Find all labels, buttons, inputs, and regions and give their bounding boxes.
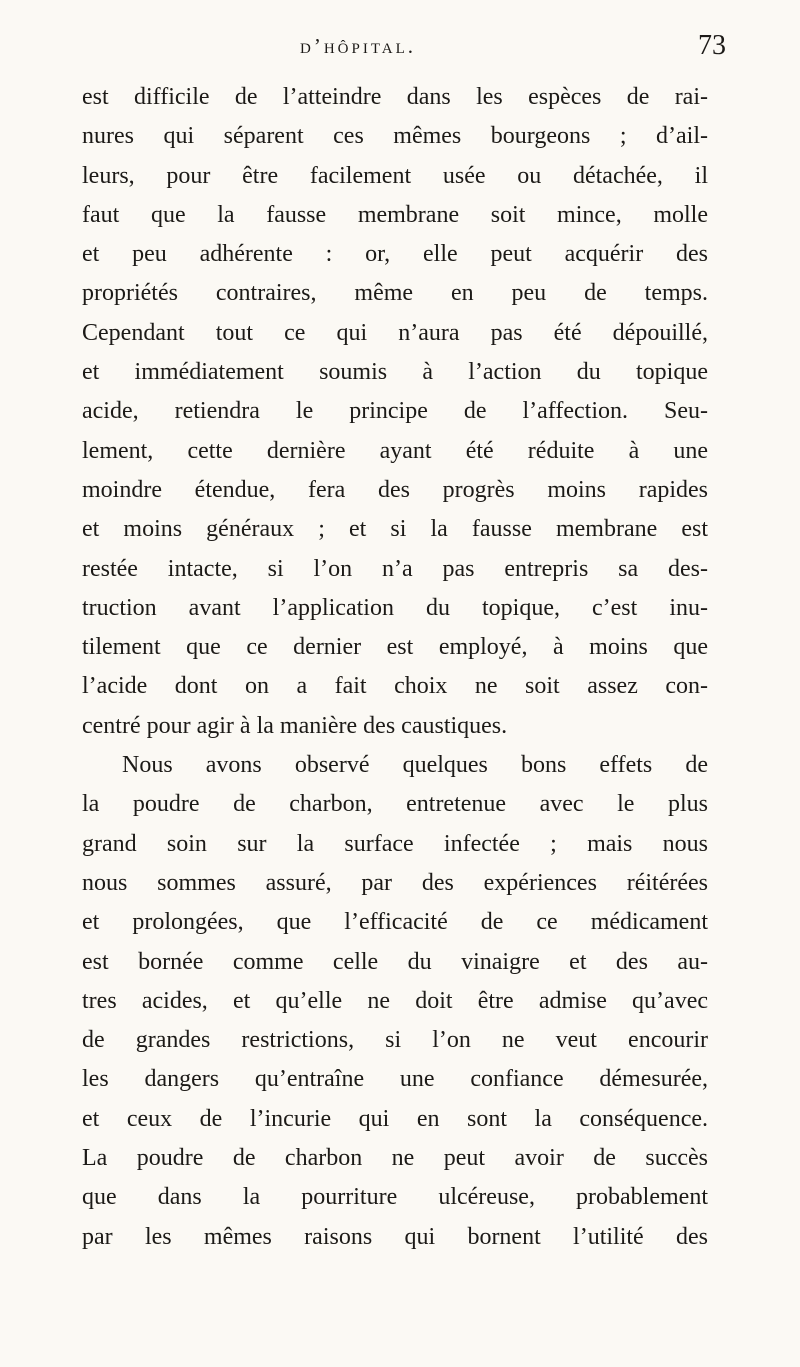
body-text [82, 78, 708, 1257]
page-header [0, 30, 800, 70]
text-line: de grandes restrictions, si l’on ne veut encourir [82, 1027, 708, 1054]
text-line: et ceux de l’incurie qui en sont la conséquence. [82, 1105, 708, 1132]
text-line: que dans la pourriture ulcéreuse, probablement [82, 1184, 708, 1211]
text-line: La poudre de charbon ne peut avoir de succès [82, 1145, 708, 1172]
text-line: propriétés contraires, même en peu de temps. [82, 280, 708, 307]
text-line: et immédiatement soumis à l’action du topique [82, 359, 708, 386]
text-line: les dangers qu’entraîne une confiance démesurée, [82, 1066, 708, 1093]
text-line: est bornée comme celle du vinaigre et des au- [82, 948, 708, 975]
text-line: l’acide dont on a fait choix ne soit assez con- [82, 673, 708, 700]
text-line: lement, cette dernière ayant été réduite à une [82, 437, 708, 464]
text-line: tilement que ce dernier est employé, à moins que [82, 634, 708, 661]
text-line: truction avant l’application du topique, c’est inu- [82, 594, 708, 621]
text-line: nous sommes assuré, par des expériences réitérées [82, 869, 708, 896]
text-line: tres acides, et qu’elle ne doit être admise qu’avec [82, 987, 708, 1014]
text-line: la poudre de charbon, entretenue avec le plus [82, 791, 708, 818]
text-line: acide, retiendra le principe de l’affection. Seu- [82, 398, 708, 425]
text-line: et moins généraux ; et si la fausse membrane est [82, 516, 708, 543]
text-line: est difficile de l’atteindre dans les espèces de rai- [82, 84, 708, 110]
text-line: Cependant tout ce qui n’aura pas été dépouillé, [82, 319, 708, 346]
text-line: et prolongées, que l’efficacité de ce médicament [82, 909, 708, 936]
text-line: restée intacte, si l’on n’a pas entrepris sa des- [82, 555, 708, 582]
text-line: et peu adhérente : or, elle peut acquérir des [82, 241, 708, 268]
text-line: grand soin sur la surface infectée ; mais nous [82, 830, 708, 857]
running-head: d’hôpital. [300, 34, 417, 58]
page-number: 73 [698, 30, 726, 61]
text-line: nures qui séparent ces mêmes bourgeons ; d’ail- [82, 123, 708, 150]
text-line: centré pour agir à la manière des caustiques. [82, 712, 508, 739]
text-line: moindre étendue, fera des progrès moins rapides [82, 476, 708, 503]
text-line: leurs, pour être facilement usée ou détachée, il [82, 162, 708, 189]
text-line-paragraph-start: Nous avons observé quelques bons effets de [122, 752, 708, 779]
text-line: par les mêmes raisons qui bornent l’utilité des [82, 1223, 708, 1250]
text-line: faut que la fausse membrane soit mince, molle [82, 201, 708, 228]
